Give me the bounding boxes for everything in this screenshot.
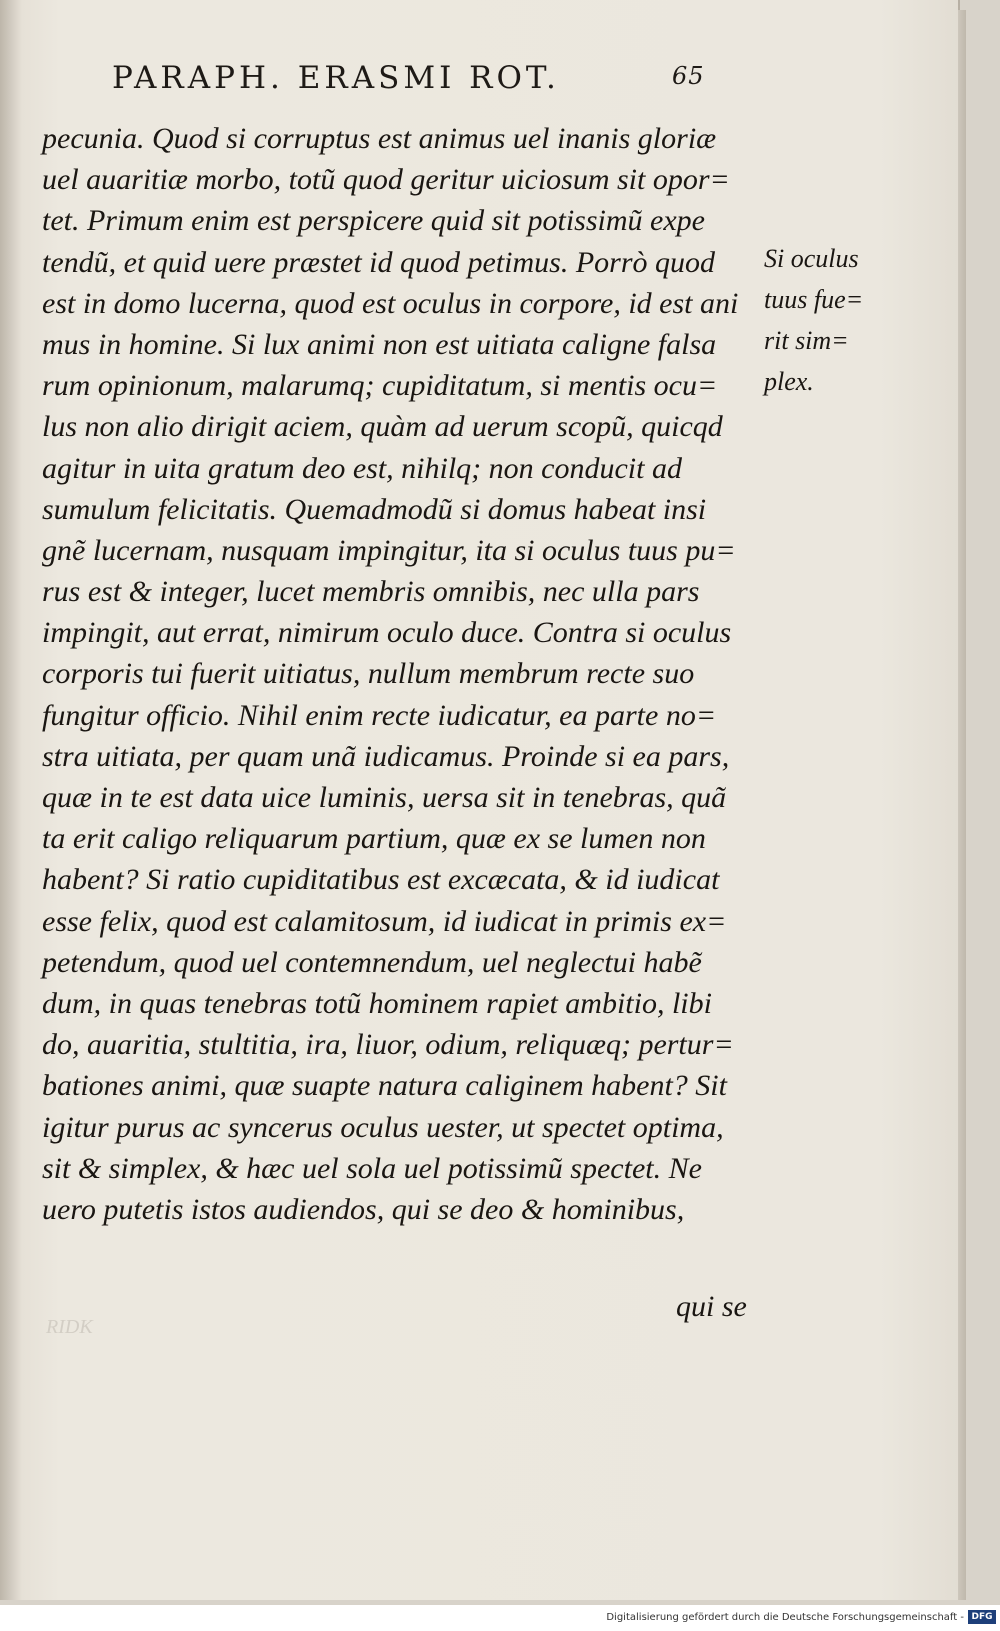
page-edge [958,10,966,1600]
text-line: ta erit caligo reliquarum partium, quæ ex se lumen non [42,822,706,856]
text-line: esse felix, quod est calamitosum, id iudicat in primis ex= [42,904,727,938]
text-line: lus non alio dirigit aciem, quàm ad uerum scopũ, quicqd [42,410,723,444]
text-line: bationes animi, quæ suapte natura caliginem habent? Sit [42,1069,727,1103]
text-line: dum, in quas tenebras totũ hominem rapiet ambitio, libi [42,986,712,1020]
digitization-credit: Digitalisierung gefördert durch die Deutsche Forschungsgemeinschaft - [606,1612,964,1623]
marginal-note-line: tuus fue= [764,285,864,314]
running-title: PARAPH. ERASMI ROT. [112,60,560,96]
text-line: fungitur officio. Nihil enim recte iudicatur, ea parte no= [42,698,717,732]
text-line: igitur purus ac syncerus oculus uester, ut spectet optima, [42,1110,724,1144]
running-head [112,60,752,110]
text-line: tet. Primum enim est perspicere quid sit potissimũ expe [42,204,705,238]
text-line: agitur in uita gratum deo est, nihilq; non conducit ad [42,451,682,485]
text-line: gnẽ lucernam, nusquam impingitur, ita si oculus tuus pu= [42,533,736,567]
text-line: impingit, aut errat, nimirum oculo duce. Contra si oculus [42,616,732,650]
folio-number: 65 [672,62,705,90]
text-line: corporis tui fuerit uitiatus, nullum membrum recte suo [42,657,695,691]
marginal-note-line: plex. [764,367,814,396]
text-line: rum opinionum, malarumq; cupiditatum, si mentis ocu= [42,369,718,403]
text-line: est in domo lucerna, quod est oculus in corpore, id est ani [42,286,739,320]
text-line: stra uitiata, per quam unã iudicamus. Proinde si ea pars, [42,739,730,773]
text-line: mus in homine. Si lux animi non est uitiata caligne falsa [42,327,717,361]
text-line: quæ in te est data uice luminis, uersa sit in tenebras, quã [42,781,727,814]
show-through-text: RIDK [46,1316,93,1338]
dfg-logo: DFG [968,1610,996,1624]
marginal-note-line: rit sim= [764,326,849,355]
text-line: uel auaritiæ morbo, totũ quod geritur uiciosum sit opor= [42,163,730,197]
body-text [42,118,742,1230]
marginal-note [764,238,864,402]
text-line: do, auaritia, stultitia, ira, liuor, odium, reliquæq; pertur= [42,1028,734,1062]
text-line: rus est & integer, lucet membris omnibis, nec ulla pars [42,575,700,609]
text-line: uero putetis istos audiendos, qui se deo & hominibus, [42,1192,685,1226]
text-line: pecunia. Quod si corruptus est animus uel inanis gloriæ [42,122,717,155]
text-line: sit & simplex, & hæc uel sola uel potissimũ spectet. Ne [42,1151,702,1185]
catchword: qui se [676,1290,747,1323]
text-line: tendũ, et quid uere præstet id quod petimus. Porrò quod [42,245,716,279]
text-line: petendum, quod uel contemnendum, uel neglectui habẽ [42,945,702,979]
marginal-note-line: Si oculus [764,244,859,273]
text-line: habent? Si ratio cupiditatibus est excæcata, & id iudicat [42,863,720,897]
text-line: sumulum felicitatis. Quemadmodũ si domus habeat insi [42,492,707,526]
